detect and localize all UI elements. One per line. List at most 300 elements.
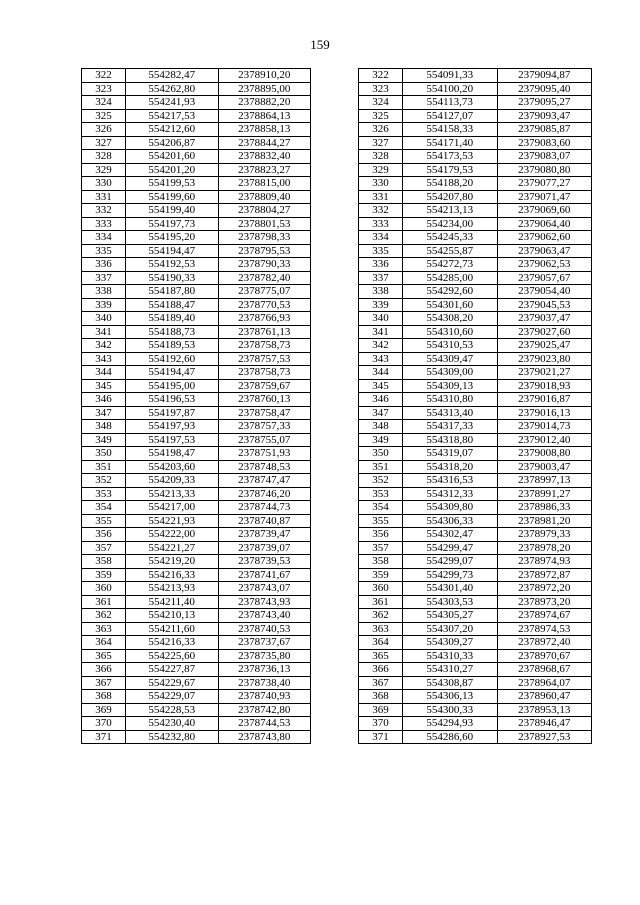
y-coordinate-cell: 2378743,07 — [218, 582, 311, 596]
y-coordinate-cell: 2379057,67 — [497, 271, 592, 285]
table-row — [82, 379, 311, 393]
x-coordinate-cell: 554206,87 — [126, 136, 219, 150]
table-row — [359, 460, 592, 474]
y-coordinate-cell: 2378740,53 — [218, 622, 311, 636]
y-coordinate-cell: 2378760,13 — [218, 393, 311, 407]
y-coordinate-cell: 2379064,40 — [497, 217, 592, 231]
table-row — [359, 123, 592, 137]
y-coordinate-cell: 2378743,40 — [218, 609, 311, 623]
y-coordinate-cell: 2378953,13 — [497, 703, 592, 717]
y-coordinate-cell: 2378974,53 — [497, 622, 592, 636]
x-coordinate-cell: 554299,73 — [403, 568, 498, 582]
x-coordinate-cell: 554306,13 — [403, 690, 498, 704]
table-row — [359, 325, 592, 339]
x-coordinate-cell: 554207,80 — [403, 190, 498, 204]
y-coordinate-cell: 2379012,40 — [497, 433, 592, 447]
point-number-cell: 367 — [359, 676, 403, 690]
y-coordinate-cell: 2378991,27 — [497, 487, 592, 501]
x-coordinate-cell: 554213,93 — [126, 582, 219, 596]
point-number-cell: 364 — [359, 636, 403, 650]
table-row — [82, 204, 311, 218]
x-coordinate-cell: 554211,40 — [126, 595, 219, 609]
point-number-cell: 333 — [359, 217, 403, 231]
table-row — [82, 514, 311, 528]
x-coordinate-cell: 554217,00 — [126, 501, 219, 515]
point-number-cell: 351 — [359, 460, 403, 474]
table-row — [359, 298, 592, 312]
y-coordinate-cell: 2378970,67 — [497, 649, 592, 663]
x-coordinate-cell: 554234,00 — [403, 217, 498, 231]
y-coordinate-cell: 2378972,20 — [497, 582, 592, 596]
y-coordinate-cell: 2378858,13 — [218, 123, 311, 137]
point-number-cell: 343 — [82, 352, 126, 366]
table-row — [359, 609, 592, 623]
table-row — [359, 433, 592, 447]
x-coordinate-cell: 554192,60 — [126, 352, 219, 366]
x-coordinate-cell: 554188,20 — [403, 177, 498, 191]
table-row — [359, 177, 592, 191]
y-coordinate-cell: 2379014,73 — [497, 420, 592, 434]
y-coordinate-cell: 2378775,07 — [218, 285, 311, 299]
x-coordinate-cell: 554210,13 — [126, 609, 219, 623]
table-row — [82, 703, 311, 717]
point-number-cell: 330 — [359, 177, 403, 191]
x-coordinate-cell: 554195,20 — [126, 231, 219, 245]
x-coordinate-cell: 554197,87 — [126, 406, 219, 420]
point-number-cell: 333 — [82, 217, 126, 231]
table-row — [82, 109, 311, 123]
x-coordinate-cell: 554310,60 — [403, 325, 498, 339]
y-coordinate-cell: 2378740,93 — [218, 690, 311, 704]
y-coordinate-cell: 2378972,40 — [497, 636, 592, 650]
x-coordinate-cell: 554316,53 — [403, 474, 498, 488]
x-coordinate-cell: 554219,20 — [126, 555, 219, 569]
y-coordinate-cell: 2379094,87 — [497, 69, 592, 83]
table-row — [82, 366, 311, 380]
x-coordinate-cell: 554211,60 — [126, 622, 219, 636]
table-row — [82, 730, 311, 744]
x-coordinate-cell: 554187,80 — [126, 285, 219, 299]
table-row — [359, 82, 592, 96]
x-coordinate-cell: 554201,60 — [126, 150, 219, 164]
point-number-cell: 357 — [82, 541, 126, 555]
y-coordinate-cell: 2378746,20 — [218, 487, 311, 501]
point-number-cell: 368 — [359, 690, 403, 704]
table-row — [359, 393, 592, 407]
table-row — [82, 69, 311, 83]
point-number-cell: 325 — [82, 109, 126, 123]
y-coordinate-cell: 2378743,93 — [218, 595, 311, 609]
point-number-cell: 330 — [82, 177, 126, 191]
x-coordinate-cell: 554285,00 — [403, 271, 498, 285]
y-coordinate-cell: 2378738,40 — [218, 676, 311, 690]
point-number-cell: 354 — [82, 501, 126, 515]
table-row — [359, 514, 592, 528]
point-number-cell: 362 — [359, 609, 403, 623]
x-coordinate-cell: 554309,80 — [403, 501, 498, 515]
x-coordinate-cell: 554302,47 — [403, 528, 498, 542]
table-row — [82, 298, 311, 312]
table-row — [359, 163, 592, 177]
y-coordinate-cell: 2379016,13 — [497, 406, 592, 420]
point-number-cell: 367 — [82, 676, 126, 690]
point-number-cell: 325 — [359, 109, 403, 123]
y-coordinate-cell: 2378770,53 — [218, 298, 311, 312]
coordinates-table-right — [358, 68, 592, 744]
table-row — [82, 190, 311, 204]
x-coordinate-cell: 554308,87 — [403, 676, 498, 690]
point-number-cell: 356 — [359, 528, 403, 542]
point-number-cell: 368 — [82, 690, 126, 704]
table-row — [82, 150, 311, 164]
y-coordinate-cell: 2379077,27 — [497, 177, 592, 191]
x-coordinate-cell: 554262,80 — [126, 82, 219, 96]
point-number-cell: 334 — [359, 231, 403, 245]
x-coordinate-cell: 554158,33 — [403, 123, 498, 137]
table-row — [82, 325, 311, 339]
point-number-cell: 365 — [359, 649, 403, 663]
y-coordinate-cell: 2378946,47 — [497, 717, 592, 731]
y-coordinate-cell: 2378997,13 — [497, 474, 592, 488]
x-coordinate-cell: 554299,47 — [403, 541, 498, 555]
y-coordinate-cell: 2378747,47 — [218, 474, 311, 488]
point-number-cell: 359 — [359, 568, 403, 582]
table-row — [359, 109, 592, 123]
y-coordinate-cell: 2378979,33 — [497, 528, 592, 542]
table-row — [359, 582, 592, 596]
y-coordinate-cell: 2379008,80 — [497, 447, 592, 461]
table-row — [82, 258, 311, 272]
x-coordinate-cell: 554299,07 — [403, 555, 498, 569]
y-coordinate-cell: 2378790,33 — [218, 258, 311, 272]
x-coordinate-cell: 554221,93 — [126, 514, 219, 528]
x-coordinate-cell: 554294,93 — [403, 717, 498, 731]
x-coordinate-cell: 554228,53 — [126, 703, 219, 717]
point-number-cell: 371 — [359, 730, 403, 744]
x-coordinate-cell: 554171,40 — [403, 136, 498, 150]
x-coordinate-cell: 554309,00 — [403, 366, 498, 380]
point-number-cell: 359 — [82, 568, 126, 582]
y-coordinate-cell: 2378882,20 — [218, 96, 311, 110]
table-row — [82, 123, 311, 137]
table-row — [82, 541, 311, 555]
point-number-cell: 337 — [359, 271, 403, 285]
y-coordinate-cell: 2379095,40 — [497, 82, 592, 96]
y-coordinate-cell: 2378974,93 — [497, 555, 592, 569]
x-coordinate-cell: 554241,93 — [126, 96, 219, 110]
y-coordinate-cell: 2378981,20 — [497, 514, 592, 528]
table-row — [359, 339, 592, 353]
x-coordinate-cell: 554113,73 — [403, 96, 498, 110]
table-row — [82, 217, 311, 231]
table-row — [82, 582, 311, 596]
x-coordinate-cell: 554318,20 — [403, 460, 498, 474]
point-number-cell: 322 — [82, 69, 126, 83]
x-coordinate-cell: 554192,53 — [126, 258, 219, 272]
x-coordinate-cell: 554217,53 — [126, 109, 219, 123]
y-coordinate-cell: 2378739,07 — [218, 541, 311, 555]
table-row — [82, 447, 311, 461]
y-coordinate-cell: 2378974,67 — [497, 609, 592, 623]
point-number-cell: 363 — [82, 622, 126, 636]
x-coordinate-cell: 554213,13 — [403, 204, 498, 218]
point-number-cell: 336 — [359, 258, 403, 272]
x-coordinate-cell: 554319,07 — [403, 447, 498, 461]
y-coordinate-cell: 2378864,13 — [218, 109, 311, 123]
x-coordinate-cell: 554282,47 — [126, 69, 219, 83]
point-number-cell: 360 — [82, 582, 126, 596]
point-number-cell: 371 — [82, 730, 126, 744]
point-number-cell: 340 — [82, 312, 126, 326]
x-coordinate-cell: 554203,60 — [126, 460, 219, 474]
table-row — [359, 96, 592, 110]
y-coordinate-cell: 2378968,67 — [497, 663, 592, 677]
y-coordinate-cell: 2379003,47 — [497, 460, 592, 474]
point-number-cell: 364 — [82, 636, 126, 650]
point-number-cell: 332 — [82, 204, 126, 218]
x-coordinate-cell: 554309,27 — [403, 636, 498, 650]
point-number-cell: 370 — [359, 717, 403, 731]
x-coordinate-cell: 554292,60 — [403, 285, 498, 299]
point-number-cell: 361 — [82, 595, 126, 609]
table-row — [82, 717, 311, 731]
point-number-cell: 338 — [359, 285, 403, 299]
x-coordinate-cell: 554312,33 — [403, 487, 498, 501]
table-row — [82, 352, 311, 366]
point-number-cell: 335 — [359, 244, 403, 258]
x-coordinate-cell: 554229,67 — [126, 676, 219, 690]
point-number-cell: 348 — [359, 420, 403, 434]
x-coordinate-cell: 554318,80 — [403, 433, 498, 447]
x-coordinate-cell: 554209,33 — [126, 474, 219, 488]
y-coordinate-cell: 2378761,13 — [218, 325, 311, 339]
point-number-cell: 358 — [82, 555, 126, 569]
y-coordinate-cell: 2379016,87 — [497, 393, 592, 407]
table-row — [82, 82, 311, 96]
point-number-cell: 366 — [82, 663, 126, 677]
y-coordinate-cell: 2378798,33 — [218, 231, 311, 245]
table-row — [359, 285, 592, 299]
point-number-cell: 327 — [82, 136, 126, 150]
point-number-cell: 353 — [359, 487, 403, 501]
x-coordinate-cell: 554301,40 — [403, 582, 498, 596]
table-row — [82, 136, 311, 150]
x-coordinate-cell: 554310,27 — [403, 663, 498, 677]
y-coordinate-cell: 2378972,87 — [497, 568, 592, 582]
y-coordinate-cell: 2379095,27 — [497, 96, 592, 110]
y-coordinate-cell: 2378758,73 — [218, 366, 311, 380]
point-number-cell: 324 — [82, 96, 126, 110]
point-number-cell: 328 — [82, 150, 126, 164]
x-coordinate-cell: 554227,87 — [126, 663, 219, 677]
point-number-cell: 342 — [359, 339, 403, 353]
x-coordinate-cell: 554091,33 — [403, 69, 498, 83]
x-coordinate-cell: 554310,53 — [403, 339, 498, 353]
table-row — [82, 163, 311, 177]
x-coordinate-cell: 554194,47 — [126, 244, 219, 258]
table-row — [82, 339, 311, 353]
point-number-cell: 363 — [359, 622, 403, 636]
y-coordinate-cell: 2378978,20 — [497, 541, 592, 555]
x-coordinate-cell: 554216,33 — [126, 636, 219, 650]
point-number-cell: 353 — [82, 487, 126, 501]
y-coordinate-cell: 2378795,53 — [218, 244, 311, 258]
point-number-cell: 348 — [82, 420, 126, 434]
table-row — [82, 663, 311, 677]
y-coordinate-cell: 2378755,07 — [218, 433, 311, 447]
table-row — [359, 258, 592, 272]
point-number-cell: 351 — [82, 460, 126, 474]
y-coordinate-cell: 2379080,80 — [497, 163, 592, 177]
table-row — [82, 406, 311, 420]
x-coordinate-cell: 554127,07 — [403, 109, 498, 123]
point-number-cell: 328 — [359, 150, 403, 164]
x-coordinate-cell: 554245,33 — [403, 231, 498, 245]
y-coordinate-cell: 2379045,53 — [497, 298, 592, 312]
x-coordinate-cell: 554230,40 — [126, 717, 219, 731]
point-number-cell: 339 — [359, 298, 403, 312]
table-row — [82, 487, 311, 501]
y-coordinate-cell: 2379093,47 — [497, 109, 592, 123]
table-row — [82, 96, 311, 110]
point-number-cell: 352 — [359, 474, 403, 488]
table-row — [359, 568, 592, 582]
point-number-cell: 339 — [82, 298, 126, 312]
table-row — [359, 271, 592, 285]
point-number-cell: 350 — [359, 447, 403, 461]
y-coordinate-cell: 2379018,93 — [497, 379, 592, 393]
y-coordinate-cell: 2379083,07 — [497, 150, 592, 164]
y-coordinate-cell: 2378741,67 — [218, 568, 311, 582]
table-row — [82, 474, 311, 488]
table-row — [82, 676, 311, 690]
table-row — [82, 622, 311, 636]
x-coordinate-cell: 554216,33 — [126, 568, 219, 582]
y-coordinate-cell: 2378744,53 — [218, 717, 311, 731]
table-row — [359, 366, 592, 380]
x-coordinate-cell: 554195,00 — [126, 379, 219, 393]
table-row — [359, 487, 592, 501]
table-row — [82, 568, 311, 582]
x-coordinate-cell: 554307,20 — [403, 622, 498, 636]
point-number-cell: 326 — [82, 123, 126, 137]
y-coordinate-cell: 2378757,53 — [218, 352, 311, 366]
table-row — [82, 285, 311, 299]
table-row — [359, 69, 592, 83]
point-number-cell: 337 — [82, 271, 126, 285]
point-number-cell: 341 — [359, 325, 403, 339]
table-row — [82, 501, 311, 515]
x-coordinate-cell: 554286,60 — [403, 730, 498, 744]
table-row — [82, 690, 311, 704]
table-row — [82, 271, 311, 285]
point-number-cell: 346 — [82, 393, 126, 407]
point-number-cell: 366 — [359, 663, 403, 677]
y-coordinate-cell: 2378735,80 — [218, 649, 311, 663]
table-row — [82, 231, 311, 245]
page-number: 159 — [310, 37, 330, 52]
y-coordinate-cell: 2379083,60 — [497, 136, 592, 150]
table-row — [82, 609, 311, 623]
table-row — [82, 595, 311, 609]
y-coordinate-cell: 2378742,80 — [218, 703, 311, 717]
table-row — [359, 217, 592, 231]
table-row — [359, 649, 592, 663]
point-number-cell: 352 — [82, 474, 126, 488]
x-coordinate-cell: 554317,33 — [403, 420, 498, 434]
point-number-cell: 358 — [359, 555, 403, 569]
point-number-cell: 322 — [359, 69, 403, 83]
x-coordinate-cell: 554300,33 — [403, 703, 498, 717]
y-coordinate-cell: 2378986,33 — [497, 501, 592, 515]
y-coordinate-cell: 2378759,67 — [218, 379, 311, 393]
table-row — [359, 703, 592, 717]
point-number-cell: 343 — [359, 352, 403, 366]
y-coordinate-cell: 2379023,80 — [497, 352, 592, 366]
point-number-cell: 323 — [359, 82, 403, 96]
y-coordinate-cell: 2378832,40 — [218, 150, 311, 164]
x-coordinate-cell: 554199,40 — [126, 204, 219, 218]
table-row — [359, 541, 592, 555]
point-number-cell: 327 — [359, 136, 403, 150]
y-coordinate-cell: 2378823,27 — [218, 163, 311, 177]
x-coordinate-cell: 554189,40 — [126, 312, 219, 326]
x-coordinate-cell: 554310,80 — [403, 393, 498, 407]
x-coordinate-cell: 554255,87 — [403, 244, 498, 258]
table-row — [359, 474, 592, 488]
x-coordinate-cell: 554212,60 — [126, 123, 219, 137]
x-coordinate-cell: 554197,73 — [126, 217, 219, 231]
y-coordinate-cell: 2379021,27 — [497, 366, 592, 380]
x-coordinate-cell: 554229,07 — [126, 690, 219, 704]
table-row — [359, 352, 592, 366]
x-coordinate-cell: 554221,27 — [126, 541, 219, 555]
table-row — [359, 136, 592, 150]
y-coordinate-cell: 2378737,67 — [218, 636, 311, 650]
point-number-cell: 340 — [359, 312, 403, 326]
point-number-cell: 355 — [359, 514, 403, 528]
y-coordinate-cell: 2379085,87 — [497, 123, 592, 137]
coordinates-table-left — [81, 68, 311, 744]
point-number-cell: 354 — [359, 501, 403, 515]
point-number-cell: 357 — [359, 541, 403, 555]
x-coordinate-cell: 554201,20 — [126, 163, 219, 177]
y-coordinate-cell: 2378739,47 — [218, 528, 311, 542]
table-row — [359, 690, 592, 704]
y-coordinate-cell: 2379063,47 — [497, 244, 592, 258]
table-row — [359, 528, 592, 542]
y-coordinate-cell: 2378801,53 — [218, 217, 311, 231]
x-coordinate-cell: 554310,33 — [403, 649, 498, 663]
point-number-cell: 338 — [82, 285, 126, 299]
y-coordinate-cell: 2378809,40 — [218, 190, 311, 204]
x-coordinate-cell: 554305,27 — [403, 609, 498, 623]
point-number-cell: 349 — [82, 433, 126, 447]
table-row — [359, 204, 592, 218]
y-coordinate-cell: 2378844,27 — [218, 136, 311, 150]
y-coordinate-cell: 2378815,00 — [218, 177, 311, 191]
x-coordinate-cell: 554222,00 — [126, 528, 219, 542]
x-coordinate-cell: 554188,73 — [126, 325, 219, 339]
point-number-cell: 342 — [82, 339, 126, 353]
point-number-cell: 329 — [82, 163, 126, 177]
x-coordinate-cell: 554190,33 — [126, 271, 219, 285]
y-coordinate-cell: 2378740,87 — [218, 514, 311, 528]
y-coordinate-cell: 2378804,27 — [218, 204, 311, 218]
y-coordinate-cell: 2378927,53 — [497, 730, 592, 744]
y-coordinate-cell: 2378739,53 — [218, 555, 311, 569]
x-coordinate-cell: 554306,33 — [403, 514, 498, 528]
